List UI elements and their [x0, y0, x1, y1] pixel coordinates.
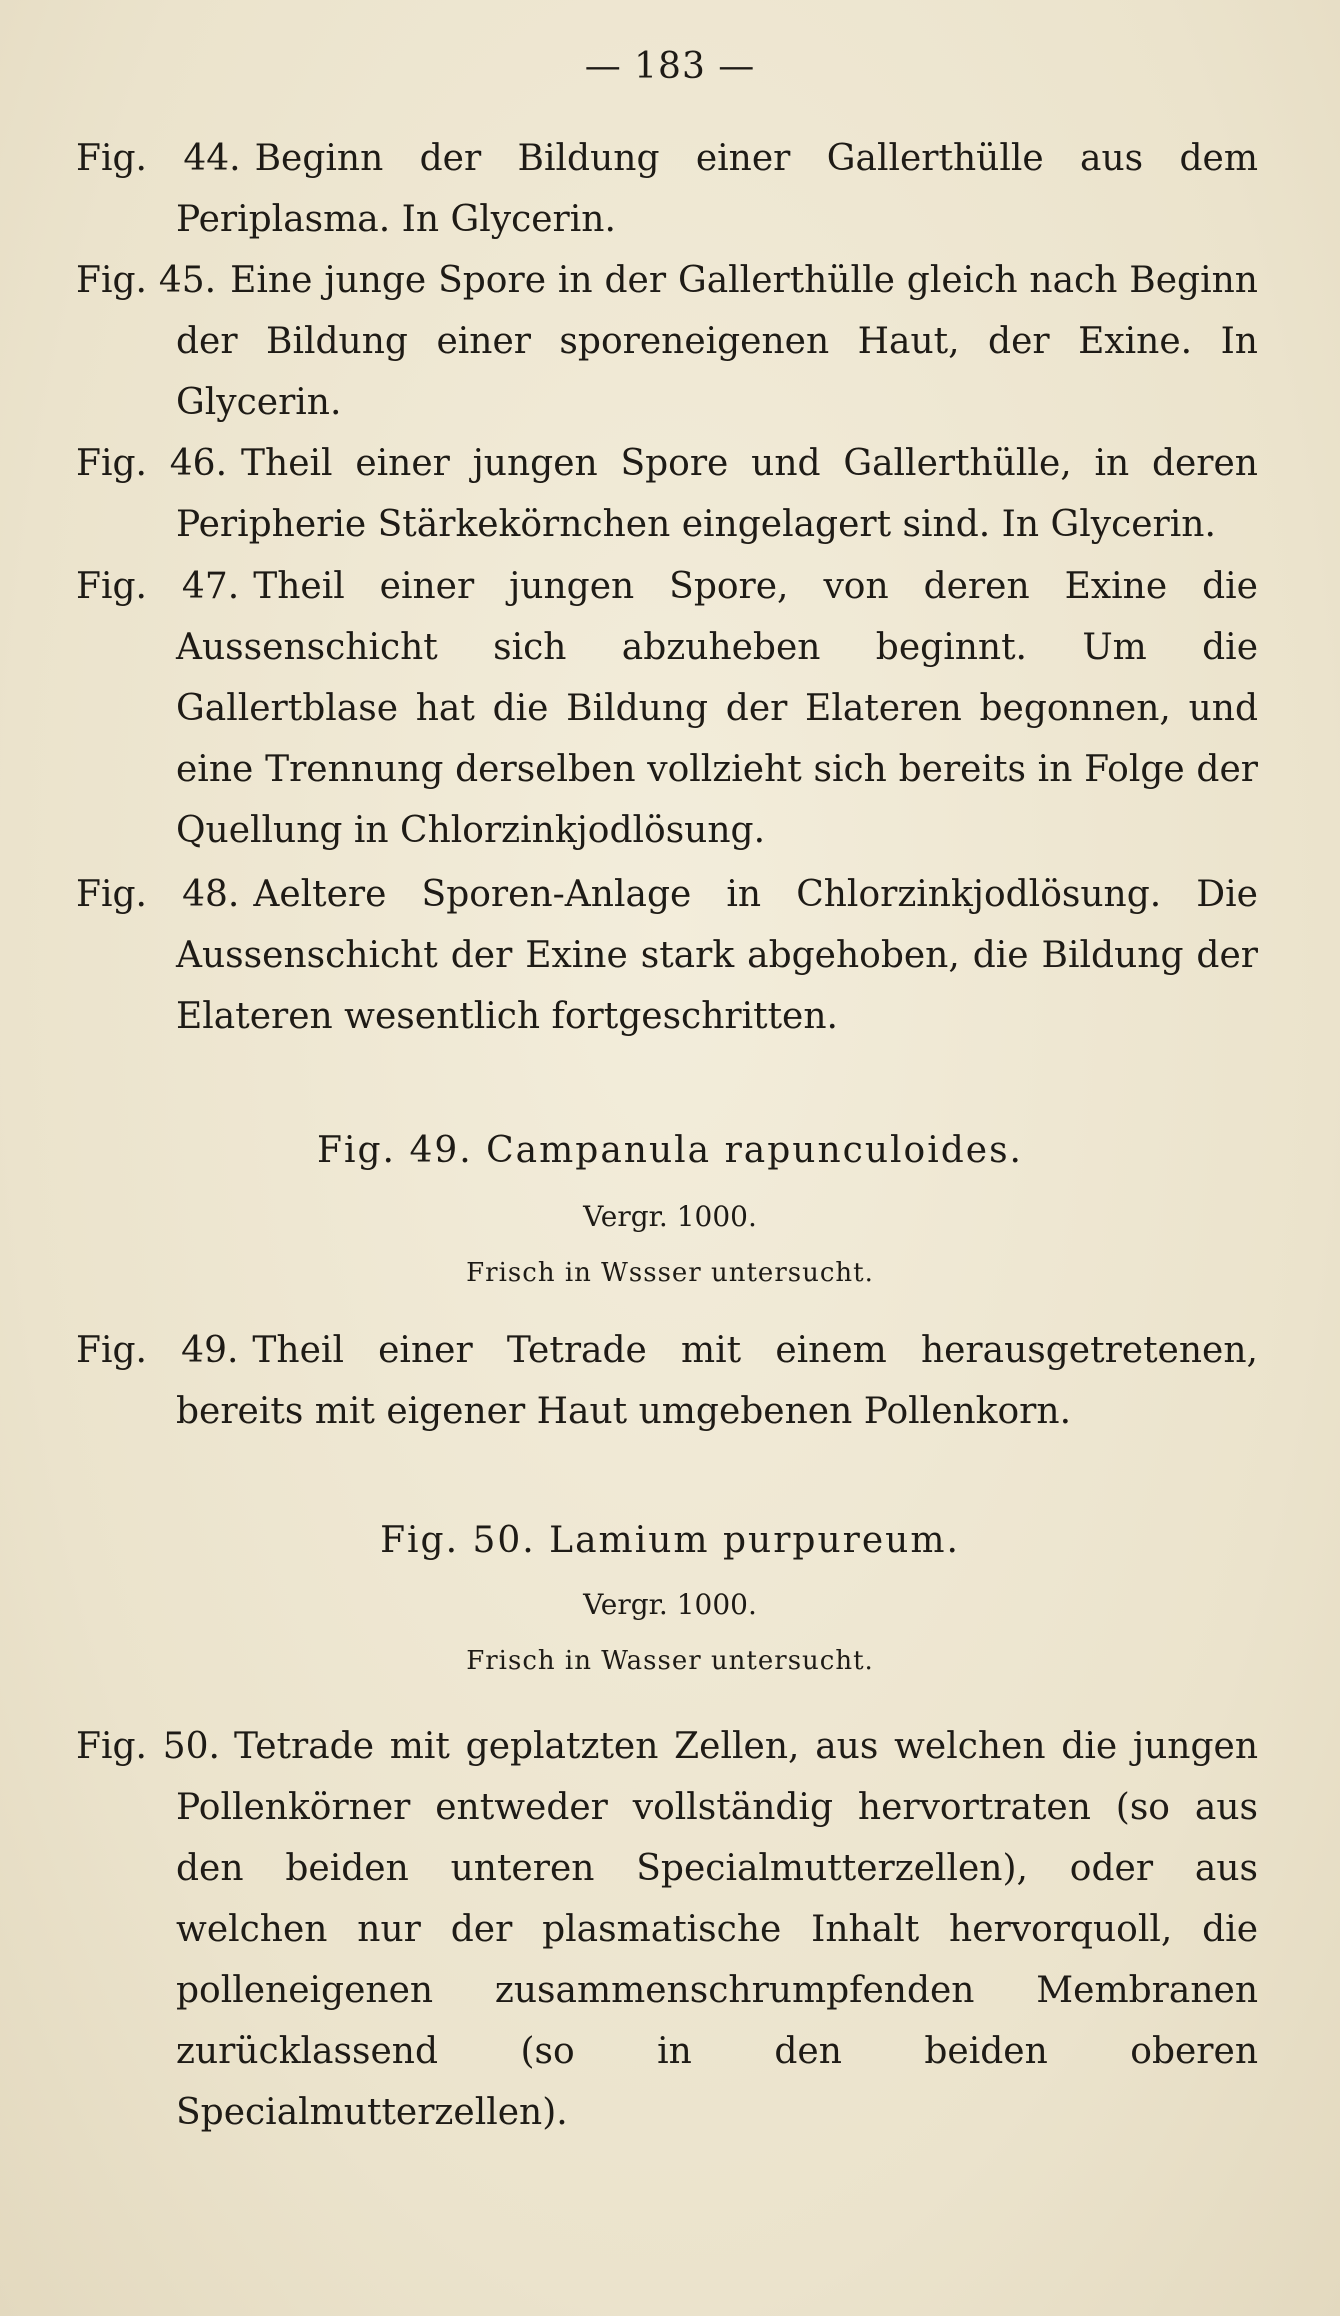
figure-caption-44	[76, 128, 1258, 250]
page-number: — 183 —	[584, 46, 756, 87]
caption-text: Beginn der Bildung einer Gallerthülle aus dem Periplasma. In Glycerin.	[176, 138, 1258, 240]
figure-caption-45	[76, 250, 1258, 433]
figure-label: Fig. 47.	[76, 566, 240, 607]
figure-label: Fig. 46.	[76, 443, 228, 484]
caption-text: Eine junge Spore in der Gallerthülle gleich nach Beginn der Bildung einer sporeneigenen Haut, der Exine. In Glycerin.	[176, 260, 1258, 423]
figure-caption-47	[76, 556, 1258, 861]
figure-caption-48	[76, 864, 1258, 1047]
figure-label: Fig. 49.	[76, 1330, 239, 1371]
figure-label: Fig. 50.	[76, 1726, 220, 1767]
section-heading-49: Fig. 49. Campanula rapunculoides.	[317, 1130, 1023, 1171]
magnification-50: Vergr. 1000.	[583, 1588, 757, 1621]
figure-caption-50	[76, 1716, 1258, 2143]
caption-text: Tetrade mit geplatzten Zellen, aus welchen die jungen Pollenkörner entweder vollständig hervortraten (so aus den beiden unteren Specialmutterzellen), oder aus welchen nur der plasmatische Inhalt hervorquoll, die polleneigenen zusammenschrumpfenden Membranen zurücklassend (so in den beiden oberen Specialmutterzellen).	[176, 1726, 1258, 2133]
magnification-49: Vergr. 1000.	[583, 1200, 757, 1233]
figure-caption-49	[76, 1320, 1258, 1442]
caption-text: Theil einer jungen Spore und Gallerthülle, in deren Peripherie Stärkekörnchen eingelagert sind. In Glycerin.	[176, 443, 1258, 545]
figure-label: Fig. 48.	[76, 874, 240, 915]
figure-label: Fig. 45.	[76, 260, 217, 301]
caption-text: Theil einer Tetrade mit einem herausgetretenen, bereits mit eigener Haut umgebenen Pollenkorn.	[176, 1330, 1258, 1432]
caption-text: Theil einer jungen Spore, von deren Exine die Aussenschicht sich abzuheben beginnt. Um die Gallertblase hat die Bildung der Elateren begonnen, und eine Trennung derselben vollzieht sich bereits in Folge der Quellung in Chlorzinkjodlösung.	[176, 566, 1258, 851]
preparation-note-50: Frisch in Wasser untersucht.	[466, 1646, 874, 1676]
figure-label: Fig. 44.	[76, 138, 241, 179]
caption-text: Aeltere Sporen-Anlage in Chlorzinkjodlösung. Die Aussenschicht der Exine stark abgehoben, die Bildung der Elateren wesentlich fortgeschritten.	[176, 874, 1258, 1037]
figure-caption-46	[76, 433, 1258, 555]
preparation-note-49: Frisch in Wssser untersucht.	[466, 1258, 874, 1288]
section-heading-50: Fig. 50. Lamium purpureum.	[380, 1520, 960, 1561]
